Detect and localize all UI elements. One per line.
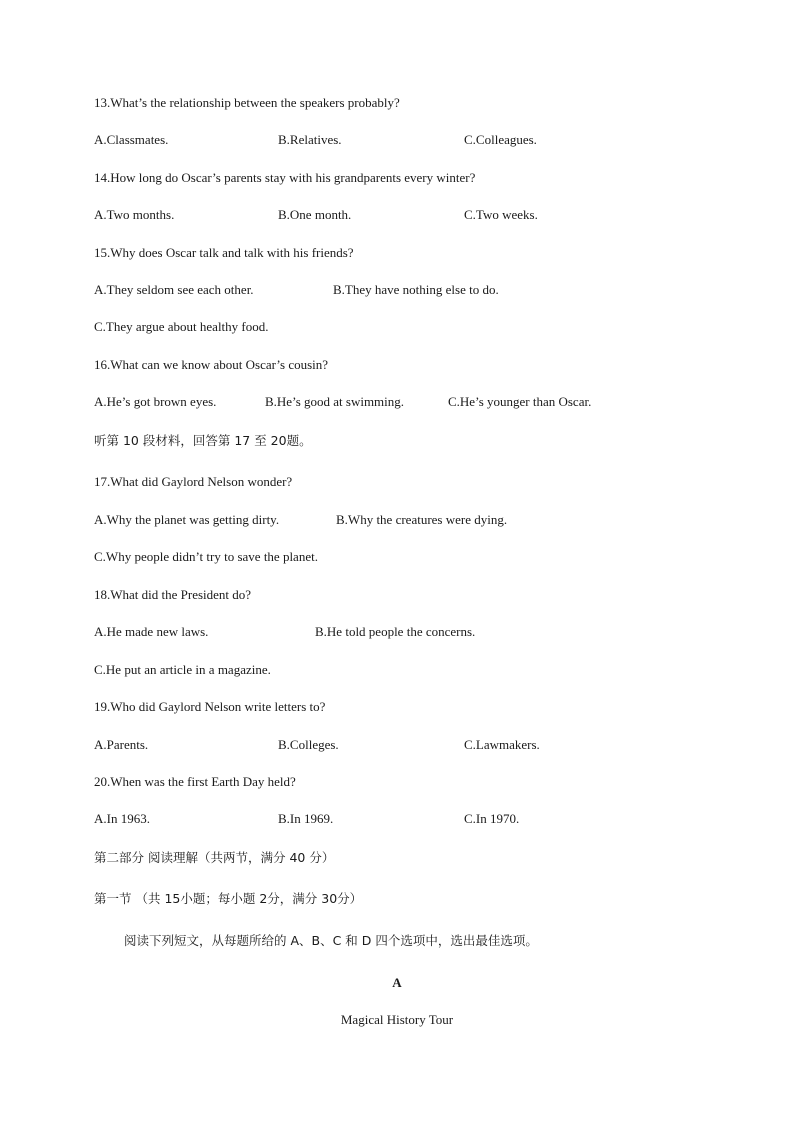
q16-option-a: A.He’s got brown eyes. — [94, 394, 217, 409]
q18-option-a: A.He made new laws. — [94, 624, 209, 639]
q19-option-a: A.Parents. — [94, 737, 149, 752]
q16-option-b: B.He’s good at swimming. — [265, 394, 405, 409]
question-18: 18.What did the President do? — [94, 587, 252, 602]
q17-option-a: A.Why the planet was getting dirty. — [94, 512, 280, 527]
question-17: 17.What did Gaylord Nelson wonder? — [94, 474, 293, 489]
section-10-instruction: 听第 10 段材料，回答第 17 至 20题。 — [94, 433, 312, 448]
q16-option-c: C.He’s younger than Oscar. — [448, 394, 592, 409]
q13-option-a: A.Classmates. — [94, 132, 169, 147]
q13-option-b: B.Relatives. — [278, 132, 342, 147]
q20-option-b: B.In 1969. — [278, 811, 334, 826]
question-14: 14.How long do Oscar’s parents stay with his grandparents every winter? — [94, 170, 476, 185]
q20-option-a: A.In 1963. — [94, 811, 150, 826]
q19-option-c: C.Lawmakers. — [464, 737, 540, 752]
passage-letter: A — [392, 975, 402, 990]
q19-option-b: B.Colleges. — [278, 737, 339, 752]
q20-option-c: C.In 1970. — [464, 811, 520, 826]
q18-option-b: B.He told people the concerns. — [315, 624, 476, 639]
question-13: 13.What’s the relationship between the speakers probably? — [94, 95, 400, 110]
question-15: 15.Why does Oscar talk and talk with his friends? — [94, 245, 354, 260]
q15-option-a: A.They seldom see each other. — [94, 282, 254, 297]
section-1-heading: 第一节 （共 15小题；每小题 2分，满分 30分） — [94, 891, 363, 906]
question-16: 16.What can we know about Oscar’s cousin? — [94, 357, 329, 372]
part-2-heading: 第二部分 阅读理解（共两节，满分 40 分） — [94, 850, 335, 865]
q18-option-c: C.He put an article in a magazine. — [94, 662, 271, 677]
q14-option-c: C.Two weeks. — [464, 207, 538, 222]
question-20: 20.When was the first Earth Day held? — [94, 774, 296, 789]
q13-option-c: C.Colleagues. — [464, 132, 537, 147]
q17-option-b: B.Why the creatures were dying. — [336, 512, 508, 527]
q14-option-b: B.One month. — [278, 207, 352, 222]
q17-option-c: C.Why people didn’t try to save the planet. — [94, 549, 318, 564]
question-19: 19.Who did Gaylord Nelson write letters to? — [94, 699, 326, 714]
q15-option-c: C.They argue about healthy food. — [94, 319, 269, 334]
q14-option-a: A.Two months. — [94, 207, 175, 222]
q15-option-b: B.They have nothing else to do. — [333, 282, 499, 297]
passage-title: Magical History Tour — [340, 1012, 454, 1027]
reading-instruction: 阅读下列短文，从每题所给的 A、B、C 和 D 四个选项中，选出最佳选项。 — [124, 933, 538, 948]
